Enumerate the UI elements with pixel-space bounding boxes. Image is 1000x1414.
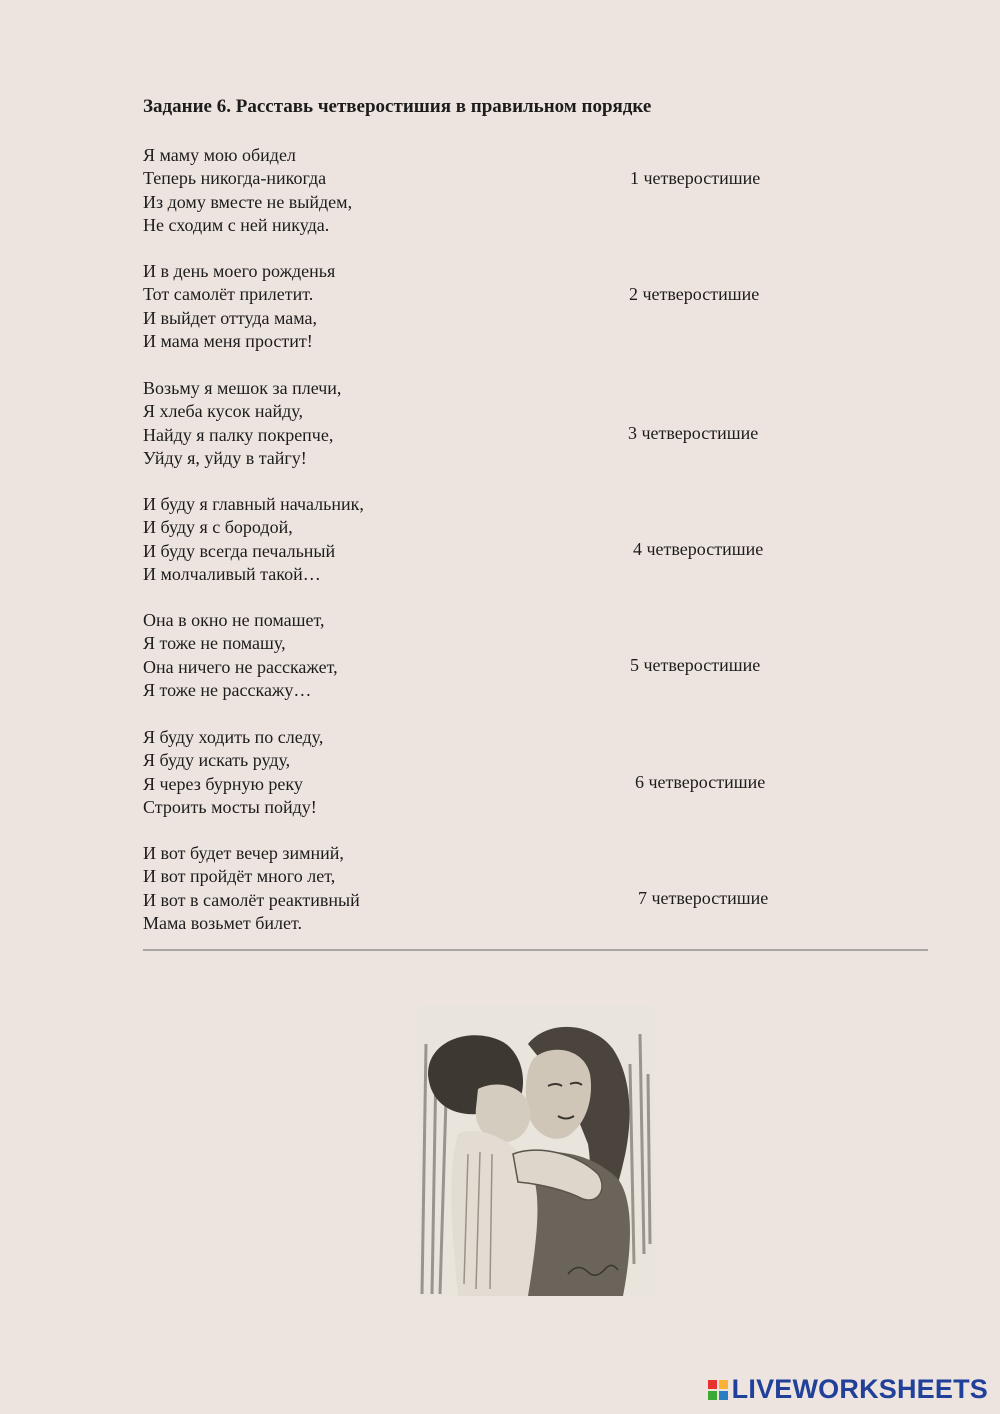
stanza-2 bbox=[143, 260, 783, 353]
stanza-order-label: 7 четверостишие bbox=[638, 888, 769, 908]
stanza-line: Она ничего не расскажет, bbox=[143, 656, 338, 677]
stanza-line: И молчаливый такой… bbox=[143, 563, 321, 584]
stanza-line: И вот в самолёт реактивный bbox=[143, 889, 360, 910]
stanza-3 bbox=[143, 377, 783, 470]
stanza-line: И буду я главный начальник, bbox=[143, 494, 364, 514]
logo-text: LIVEWORKSHEETS bbox=[731, 1374, 988, 1404]
stanza-line: Не сходим с ней никуда. bbox=[143, 214, 330, 235]
stanza-line: Возьму я мешок за плечи, bbox=[143, 378, 342, 398]
stanza-line: И буду я с бородой, bbox=[143, 517, 293, 538]
stanza-line: Я тоже не помашу, bbox=[143, 633, 286, 654]
stanza-1 bbox=[143, 144, 783, 237]
stanza-line: И мама меня простит! bbox=[143, 330, 313, 351]
stanza-order-label: 4 четверостишие bbox=[633, 539, 764, 559]
mother-child-illustration bbox=[418, 1004, 654, 1296]
stanza-line: Мама возьмет билет. bbox=[143, 912, 302, 933]
stanza-line: И буду всегда печальный bbox=[143, 540, 336, 561]
stanza-line: Найду я палку покрепче, bbox=[143, 424, 334, 445]
stanza-line: Она в окно не помашет, bbox=[143, 610, 325, 630]
stanza-line: Я тоже не расскажу… bbox=[143, 679, 312, 700]
stanza-6 bbox=[143, 726, 783, 819]
task-title: Задание 6. Расставь четверостишия в правильном порядке bbox=[143, 96, 652, 117]
stanza-line: Из дому вместе не выйдем, bbox=[143, 191, 353, 212]
stanza-line: Тот самолёт прилетит. bbox=[143, 284, 314, 305]
stanza-5 bbox=[143, 609, 783, 702]
stanza-line: Я буду ходить по следу, bbox=[143, 727, 324, 747]
stanza-line: И вот пройдёт много лет, bbox=[143, 866, 336, 887]
stanza-line: Теперь никогда-никогда bbox=[143, 168, 327, 189]
stanza-order-label: 2 четверостишие bbox=[629, 284, 760, 304]
stanza-line: Строить мосты пойду! bbox=[143, 796, 317, 817]
stanza-line: Я через бурную реку bbox=[143, 773, 303, 794]
divider bbox=[143, 949, 928, 951]
stanza-line: Уйду я, уйду в тайгу! bbox=[143, 447, 307, 468]
stanza-line: Я хлеба кусок найду, bbox=[143, 401, 303, 422]
stanza-line: И выйдет оттуда мама, bbox=[143, 307, 318, 328]
stanza-order-label: 3 четверостишие bbox=[628, 423, 759, 443]
stanza-4 bbox=[143, 493, 783, 586]
stanza-line: И вот будет вечер зимний, bbox=[143, 843, 344, 863]
stanza-line: Я маму мою обидел bbox=[143, 145, 296, 165]
logo-mark-icon bbox=[708, 1380, 728, 1400]
liveworksheets-logo bbox=[708, 1374, 988, 1405]
stanza-line: Я буду искать руду, bbox=[143, 750, 291, 771]
stanza-order-label: 6 четверостишие bbox=[635, 772, 766, 792]
stanza-order-label: 5 четверостишие bbox=[630, 655, 761, 675]
stanza-order-label: 1 четверостишие bbox=[630, 168, 761, 188]
stanza-7 bbox=[143, 842, 783, 935]
stanza-line: И в день моего рожденья bbox=[143, 261, 336, 281]
